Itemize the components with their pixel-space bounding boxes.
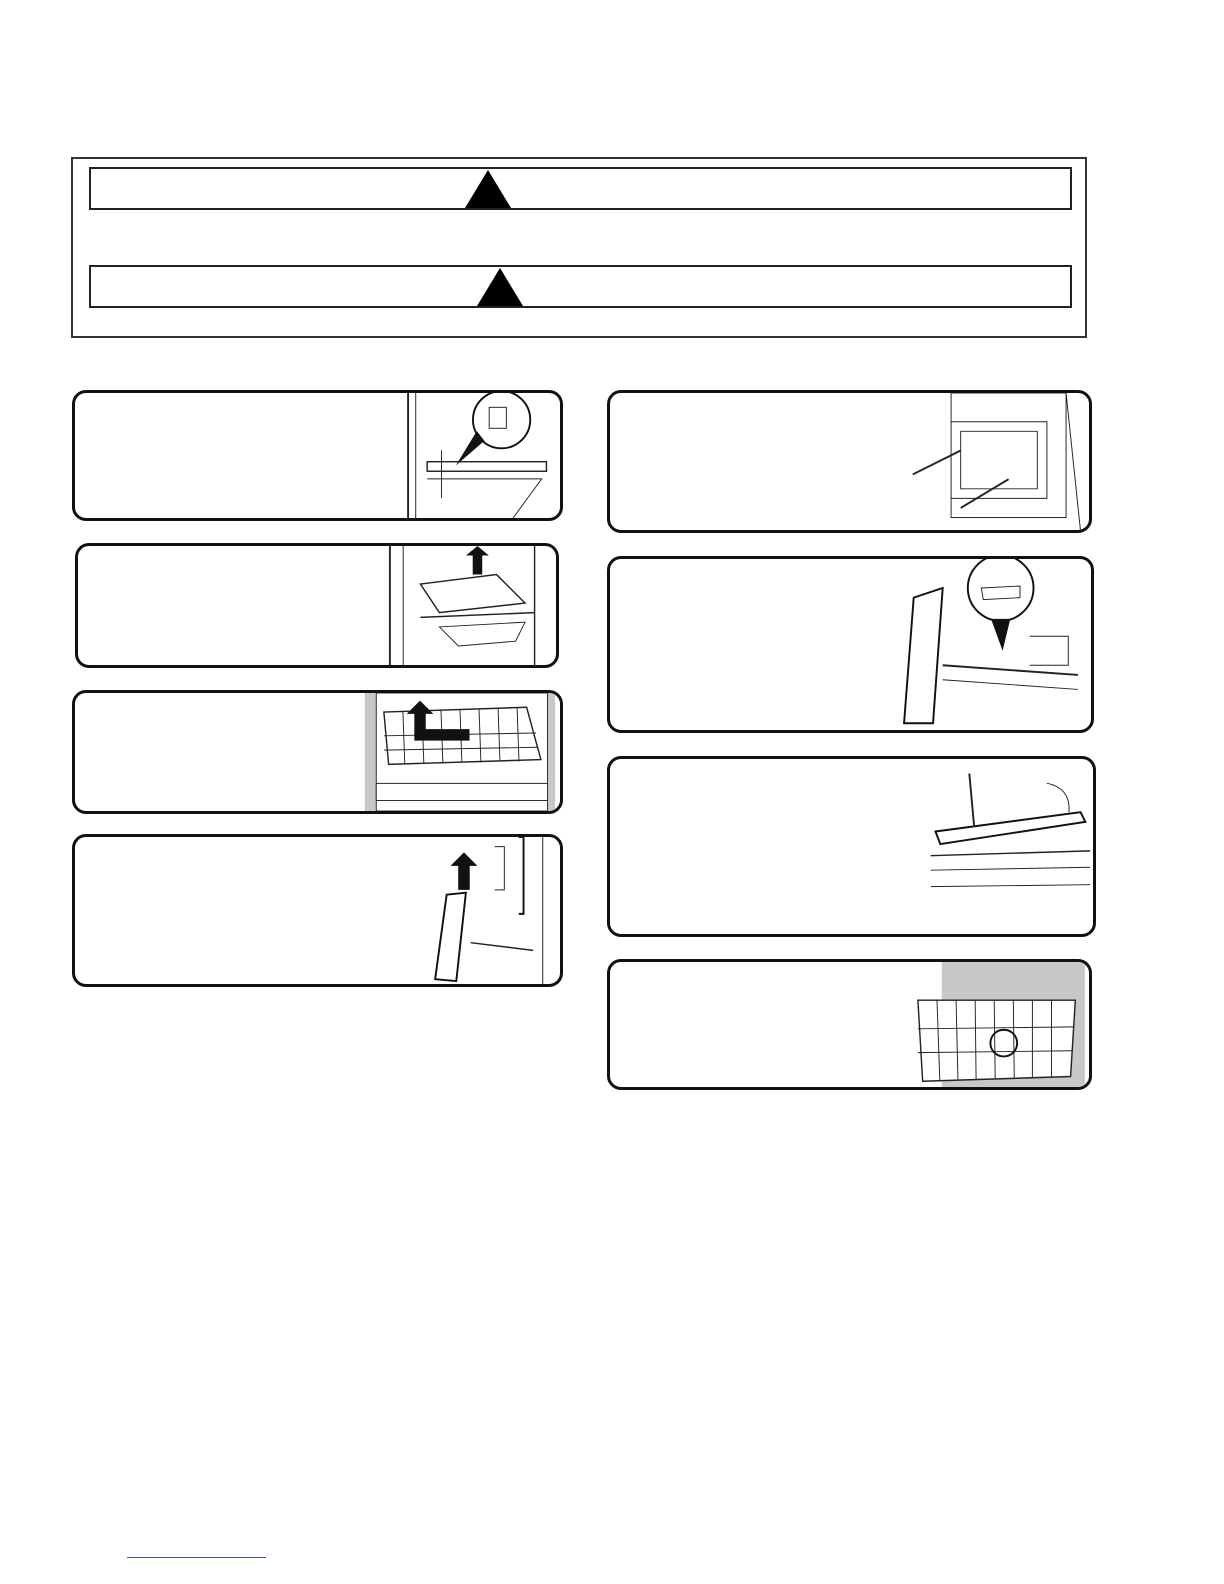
basket-clip-illustration (909, 962, 1089, 1087)
rails-extended-illustration (909, 393, 1089, 530)
slide-rail-illustration (385, 393, 560, 518)
step-panel (607, 959, 1092, 1090)
step-panel (607, 390, 1092, 533)
warning-bar-top (89, 167, 1072, 210)
step-panel (72, 834, 563, 987)
warning-triangle-icon (477, 268, 523, 306)
step-panel (72, 690, 563, 814)
hook-door-illustration (891, 559, 1091, 730)
seat-door-illustration (923, 759, 1093, 934)
step-panel (72, 390, 563, 521)
lift-door-illustration (415, 837, 560, 984)
remove-basket-illustration (360, 693, 560, 811)
step-panel (607, 556, 1094, 733)
footer-link-underline (127, 1557, 266, 1558)
lift-drawer-illustration (378, 546, 556, 665)
step-panel (75, 543, 559, 668)
step-panel (607, 756, 1096, 937)
warning-bar-bottom (89, 265, 1072, 308)
warning-triangle-icon (465, 170, 511, 208)
